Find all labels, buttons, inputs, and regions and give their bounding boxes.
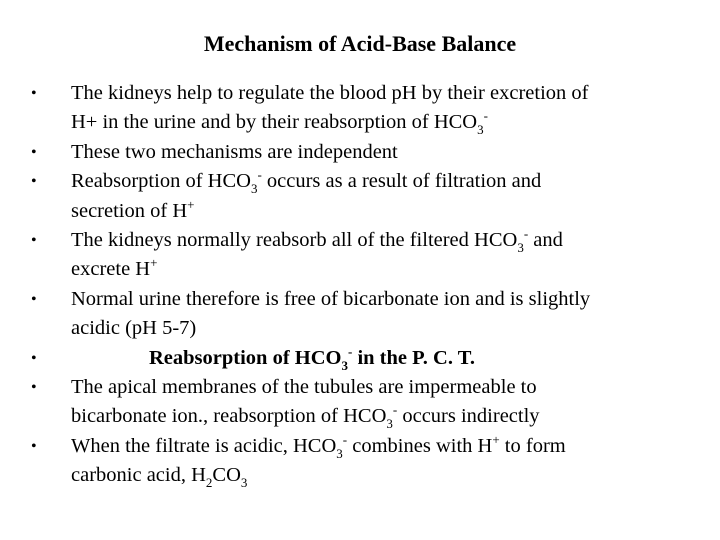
bullet-list [31, 79, 691, 491]
bullet-text: Reabsorption of $HCO_3^-$ occurs as a result of filtration and secretion of H+ [71, 167, 542, 222]
bullet-item [31, 285, 691, 344]
bullet-item [31, 138, 691, 167]
bullet-text: The kidneys help to regulate the blood pH by their excretion of H+ in the urine and by their reabsorption of $HCO_3^-$ [71, 82, 589, 138]
bullet-item [31, 373, 691, 432]
bullet-item [31, 226, 691, 285]
bullet-dot-icon: • [31, 173, 37, 191]
bullet-dot-icon: • [31, 349, 37, 367]
bullet-item-heading [31, 344, 691, 373]
bullet-item [31, 167, 691, 226]
bullet-dot-icon: • [31, 232, 37, 250]
bullet-text: Normal urine therefore is free of bicarbonate ion and is slightly acidic (pH 5-7) [71, 287, 591, 340]
bullet-text: The apical membranes of the tubules are impermeable to bicarbonate ion., reabsorption of $HCO_3^-$ occurs indirectly [71, 376, 540, 432]
bullet-dot-icon: • [31, 290, 37, 308]
bullet-text: The kidneys normally reabsorb all of the filtered $HCO_3^-$ and excrete H+ [71, 226, 563, 281]
section-subheading: Reabsorption of $HCO_3^-$ in the P. C. T. [149, 343, 475, 373]
bullet-text: When the filtrate is acidic, $HCO_3^-$ combines with H+ to form carbonic acid, $H_2CO_3$ [71, 431, 566, 491]
slide-title: Mechanism of Acid-Base Balance [203, 31, 517, 56]
bullet-item [31, 79, 691, 138]
bullet-text: These two mechanisms are independent [71, 140, 398, 163]
bullet-dot-icon: • [31, 143, 37, 161]
bullet-dot-icon: • [31, 379, 37, 397]
bullet-item [31, 432, 691, 491]
bullet-dot-icon: • [31, 437, 37, 455]
bullet-dot-icon: • [31, 85, 37, 102]
